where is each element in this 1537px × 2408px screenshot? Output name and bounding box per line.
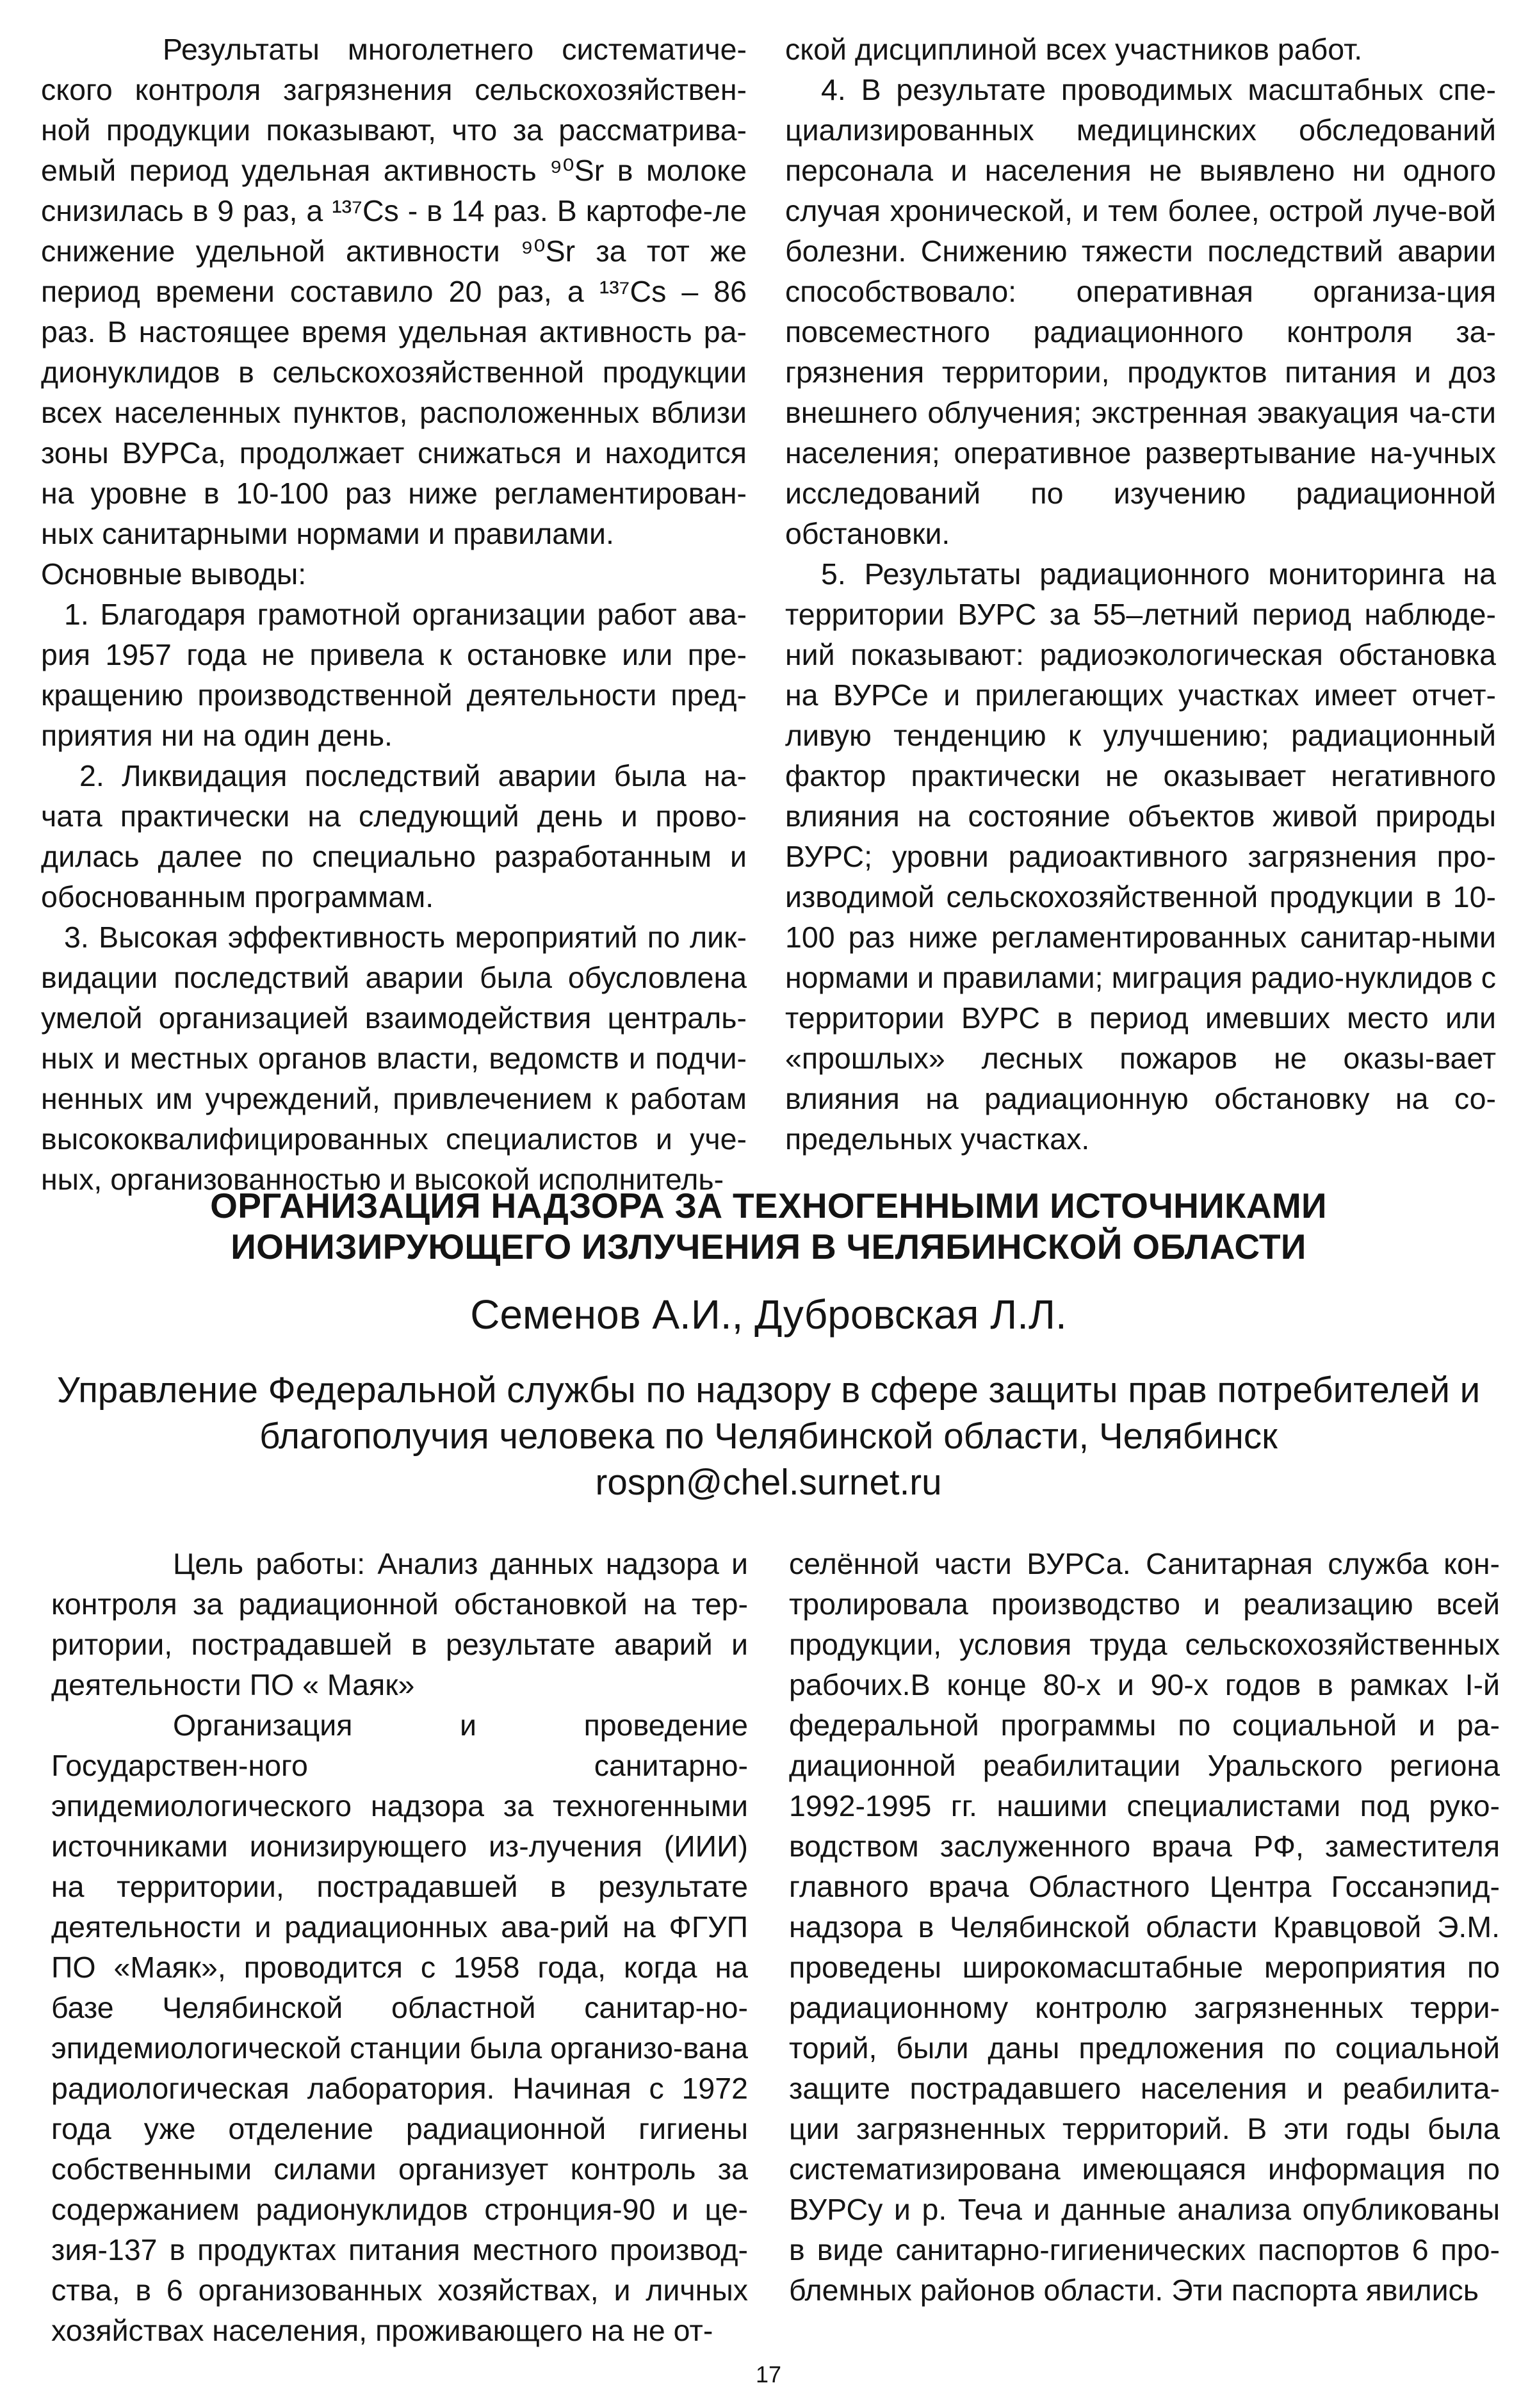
affiliation-line: Управление Федеральной службы по надзору в сфере защиты прав потребителей и: [56, 1370, 1481, 1410]
top-left-column: [41, 29, 747, 1200]
bottom-right-column: [789, 1544, 1500, 2311]
paragraph: Цель работы: Анализ данных надзора и контроля за радиационной обстановкой на тер-ритории, пострадавшей в результате аварий и деятельности ПО « Маяк»: [51, 1547, 748, 1701]
paragraph: селённой части ВУРСа. Санитарная служба кон-тролировала производство и реализацию всей продукции, условия труда сельскохозяйственных рабочих.В конце 80-х и 90-х годов в рамках I-й федеральной программы по социальной и ра-диационной реабилитации Уральского региона 1992-1995 гг. нашими специалистами под руко-водством заслуженного врача РФ, заместителя главного врача Областного Центра Госсанэпид-надзора в Челябинской области Кравцовой Э.М. проведены широкомасштабные мероприятия по радиационному контролю загрязненных терри-торий, были даны предложения по социальной защите пострадавшего населения и реабилита-ции загрязненных территорий. В эти годы была систематизирована имеющаяся информация по ВУРСу и р. Теча и данные анализа опубликованы в виде санитарно-гигиенических паспортов 6 про-блемных районов области. Эти паспорта явились: [789, 1547, 1500, 2307]
paragraph: Результаты многолетнего систематиче-ского контроля загрязнения сельскохозяйствен-ной продукции показывают, что за рассматрива-емый период удельная активность ⁹⁰Sr в молоке снизилась в 9 раз, а ¹³⁷Cs - в 14 раз. В картофе-ле снижение удельной активности ⁹⁰Sr за тот же период времени составило 20 раз, а ¹³⁷Cs – 86 раз. В настоящее время удельная активность ра-дионуклидов в сельскохозяйственной продукции всех населенных пунктов, расположенных вблизи зоны ВУРСа, продолжает снижаться и находится на уровне в 10-100 раз ниже регламентирован-ных санитарными нормами и правилами.: [41, 33, 747, 550]
top-right-column: [785, 29, 1496, 1159]
list-item: 4. В результате проводимых масштабных спе-циализированных медицинских обследований персонала и населения не выявлено ни одного случая хронической, и тем более, острой луче-вой болезни. Снижению тяжести последствий аварии способствовало: оперативная организа-ция повсеместного радиационного контроля за-грязнения территории, продуктов питания и доз внешнего облучения; экстренная эвакуация ча-сти населения; оперативное развертывание на-учных исследований по изучению радиационной обстановки.: [785, 73, 1496, 550]
article-title-line: ОРГАНИЗАЦИЯ НАДЗОРА ЗА ТЕХНОГЕННЫМИ ИСТОЧНИКАМИ: [210, 1186, 1327, 1225]
affiliation-line: благополучия человека по Челябинской области, Челябинск: [259, 1416, 1278, 1456]
list-item: 3. Высокая эффективность мероприятий по лик-видации последствий аварии была обусловлена умелой организацией взаимодействия централь-ных и местных органов власти, ведомств и подчи-ненных им учреждений, привлечением к работам высококвалифицированных специалистов и уче-ных, организованностью и высокой исполнитель-: [41, 921, 747, 1196]
bottom-left-column: [51, 1544, 748, 2351]
list-item: 2. Ликвидация последствий аварии была на-чата практически на следующий день и прово-дилась далее по специально разработанным и обоснованным программам.: [41, 759, 747, 913]
article-affiliation: [38, 1367, 1499, 1505]
page-number: 17: [755, 2361, 782, 2388]
author-email: rospn@chel.surnet.ru: [595, 1462, 942, 1502]
list-item: 5. Результаты радиационного мониторинга на территории ВУРС за 55–летний период наблюде-ний показывают: радиоэкологическая обстановка на ВУРСе и прилегающих участках имеет отчет-ливую тенденцию к улучшению; радиационный фактор практически не оказывает негативного влияния на состояние объектов живой природы ВУРС; уровни радиоактивного загрязнения про-изводимой сельскохозяйственной продукции в 10-100 раз ниже регламентированных санитар-ными нормами и правилами; миграция радио-нуклидов с территории ВУРС в период имевших место или «прошлых» лесных пожаров не оказы-вает влияния на радиационную обстановку на со-предельных участках.: [785, 557, 1496, 1156]
article-title-line: ИОНИЗИРУЮЩЕГО ИЗЛУЧЕНИЯ В ЧЕЛЯБИНСКОЙ ОБЛАСТИ: [231, 1227, 1306, 1266]
paragraph: ской дисциплиной всех участников работ.: [785, 33, 1363, 66]
paragraph: Основные выводы:: [41, 557, 307, 591]
list-item: 1. Благодаря грамотной организации работ ава-рия 1957 года не привела к остановке или пре-кращению производственной деятельности пред-приятия ни на один день.: [41, 598, 747, 752]
article-title: [0, 1185, 1537, 1267]
paragraph: Организация и проведение Государствен-ного санитарно-эпидемиологического надзора за техногенными источниками ионизирующего из-лучения (ИИИ) на территории, пострадавшей в результате деятельности и радиационных ава-рий на ФГУП ПО «Маяк», проводится с 1958 года, когда на базе Челябинской областной санитар-но-эпидемиологической станции была организо-вана радиологическая лаборатория. Начиная с 1972 года уже отделение радиационной гигиены собственными силами организует контроль за содержанием радионуклидов стронция-90 и це-зия-137 в продуктах питания местного производ-ства, в 6 организованных хозяйствах, и личных хозяйствах населения, проживающего на не от-: [51, 1708, 749, 2347]
article-authors: Семенов А.И., Дубровская Л.Л.: [470, 1291, 1067, 1338]
